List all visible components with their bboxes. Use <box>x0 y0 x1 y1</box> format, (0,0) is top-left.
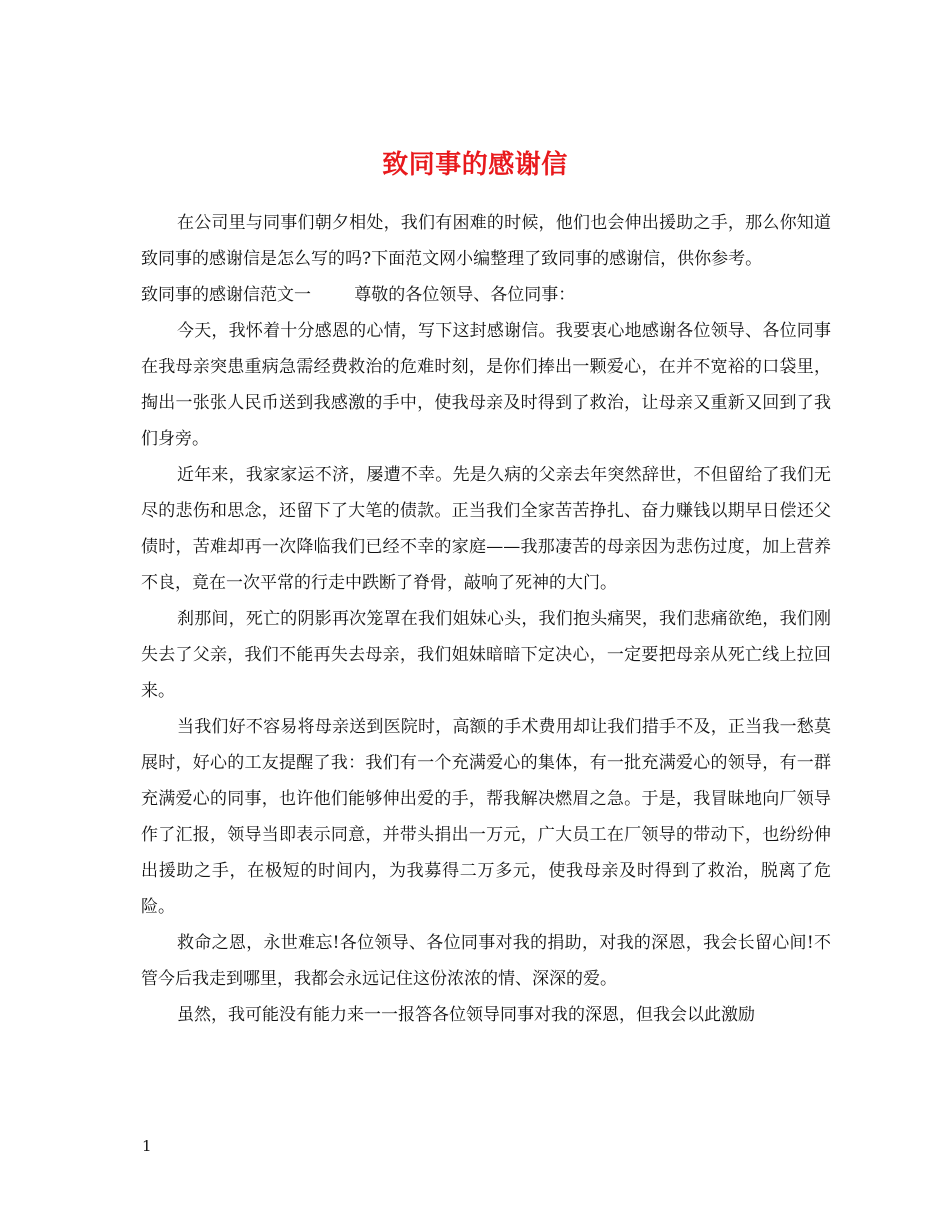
body-paragraph-2: 近年来，我家家运不济，屡遭不幸。先是久病的父亲去年突然辞世，不但留给了我们无尽的悲伤和思念，还留下了大笔的债款。正当我们全家苦苦挣扎、奋力赚钱以期早日偿还父债时，苦难却再一次降临我们已经不幸的家庭——我那凄苦的母亲因为悲伤过度，加上营养不良，竟在一次平常的行走中跌断了脊骨，敲响了死神的大门。 <box>141 465 831 593</box>
document-title: 致同事的感谢信 <box>382 150 568 181</box>
body-paragraph-3: 刹那间，死亡的阴影再次笼罩在我们姐妹心头，我们抱头痛哭，我们悲痛欲绝，我们刚失去了父亲，我们不能再失去母亲，我们姐妹暗暗下定决心，一定要把母亲从死亡线上拉回来。 <box>141 609 831 701</box>
letter-heading: 致同事的感谢信范文一 尊敬的各位领导、各位同事： <box>141 285 576 305</box>
body-paragraph-6: 虽然，我可能没有能力来一一报答各位领导同事对我的深恩，但我会以此激励 <box>177 1005 755 1025</box>
body-paragraph-4: 当我们好不容易将母亲送到医院时，高额的手术费用却让我们措手不及，正当我一愁莫展时，好心的工友提醒了我：我们有一个充满爱心的集体，有一批充满爱心的领导，有一群充满爱心的同事，也许他们能够伸出爱的手，帮我解决燃眉之急。于是，我冒昧地向厂领导作了汇报，领导当即表示同意，并带头捐出一万元，广大员工在厂领导的带动下，也纷纷伸出援助之手，在极短的时间内，为我募得二万多元，使我母亲及时得到了救治，脱离了危险。 <box>141 717 831 917</box>
intro-paragraph: 在公司里与同事们朝夕相处，我们有困难的时候，他们也会伸出援助之手，那么你知道致同事的感谢信是怎么写的吗?下面范文网小编整理了致同事的感谢信，供你参考。 <box>141 213 831 269</box>
document-body <box>141 205 831 1033</box>
body-paragraph-5: 救命之恩，永世难忘!各位领导、各位同事对我的捐助，对我的深恩，我会长留心间!不管今后我走到哪里，我都会永远记住这份浓浓的情、深深的爱。 <box>141 933 831 989</box>
page-number: 1 <box>142 1137 152 1155</box>
body-paragraph-1: 今天，我怀着十分感恩的心情，写下这封感谢信。我要衷心地感谢各位领导、各位同事在我母亲突患重病急需经费救治的危难时刻，是你们捧出一颗爱心，在并不宽裕的口袋里，掏出一张张人民币送到我感激的手中，使我母亲及时得到了救治，让母亲又重新又回到了我们身旁。 <box>141 321 831 449</box>
